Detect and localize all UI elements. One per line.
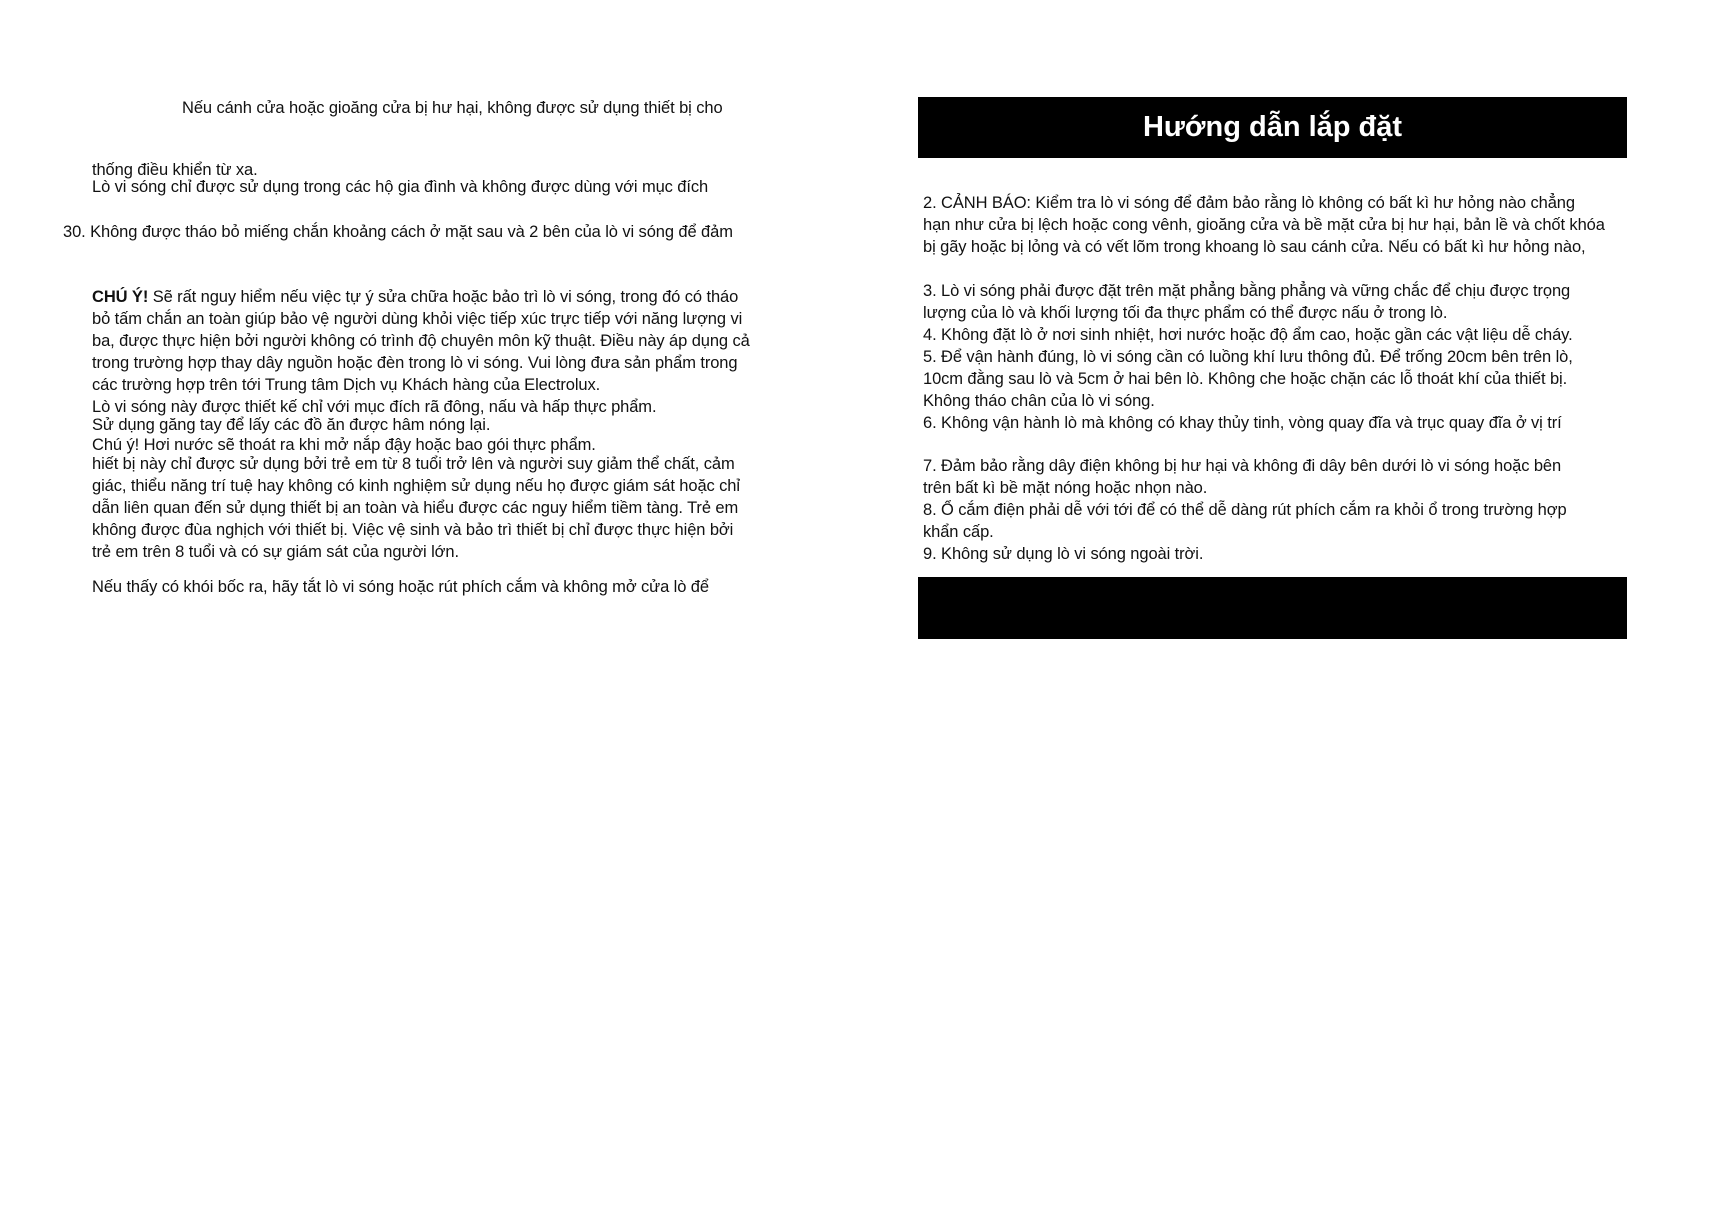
section-header-banner bbox=[918, 97, 1627, 158]
numbered-item-8: 8. Ổ cắm điện phải dễ với tới để có thể dễ dàng rút phích cắm ra khỏi ổ trong trường hợp bbox=[923, 501, 1567, 519]
text-line: Nếu thấy có khói bốc ra, hãy tắt lò vi sóng hoặc rút phích cắm và không mở cửa lò để bbox=[92, 578, 709, 596]
text-line: thống điều khiển từ xa. bbox=[92, 161, 258, 179]
text-line: trẻ em trên 8 tuổi và có sự giám sát của người lớn. bbox=[92, 543, 459, 561]
text-line: trong trường hợp thay dây nguồn hoặc đèn trong lò vi sóng. Vui lòng đưa sản phẩm trong bbox=[92, 354, 738, 372]
text-line: Sử dụng găng tay để lấy các đồ ăn được hâm nóng lại. bbox=[92, 416, 491, 434]
section-title: Hướng dẫn lắp đặt bbox=[1142, 111, 1403, 143]
footer-banner bbox=[918, 577, 1627, 639]
numbered-item-6: 6. Không vận hành lò mà không có khay thủy tinh, vòng quay đĩa và trục quay đĩa ở vị trí bbox=[923, 414, 1562, 432]
text-line: 10cm đằng sau lò và 5cm ở hai bên lò. Không che hoặc chặn các lỗ thoát khí của thiết bị. bbox=[923, 370, 1568, 388]
text-line: Nếu cánh cửa hoặc gioăng cửa bị hư hại, không được sử dụng thiết bị cho bbox=[182, 99, 723, 117]
warning-lead: CHÚ Ý! bbox=[92, 288, 149, 306]
text-line: bỏ tấm chắn an toàn giúp bảo vệ người dùng khỏi việc tiếp xúc trực tiếp với năng lượng vi bbox=[92, 310, 743, 328]
text-line: hiết bị này chỉ được sử dụng bởi trẻ em từ 8 tuổi trở lên và người suy giảm thể chất, cảm bbox=[92, 455, 735, 473]
text-line: lượng của lò và khối lượng tối đa thực phẩm có thể được nấu ở trong lò. bbox=[923, 304, 1448, 322]
text-line: trên bất kì bề mặt nóng hoặc nhọn nào. bbox=[923, 479, 1208, 497]
numbered-item-3: 3. Lò vi sóng phải được đặt trên mặt phẳng bằng phẳng và vững chắc để chịu được trọng bbox=[923, 282, 1571, 300]
numbered-item-2: 2. CẢNH BÁO: Kiểm tra lò vi sóng để đảm bảo rằng lò không có bất kì hư hỏng nào chẳng bbox=[923, 194, 1575, 212]
numbered-item-30: 30. Không được tháo bỏ miếng chắn khoảng cách ở mặt sau và 2 bên của lò vi sóng để đảm bbox=[63, 223, 733, 241]
numbered-item-7: 7. Đảm bảo rằng dây điện không bị hư hại và không đi dây bên dưới lò vi sóng hoặc bên bbox=[923, 457, 1562, 475]
numbered-item-5: 5. Để vận hành đúng, lò vi sóng cần có luồng khí lưu thông đủ. Để trống 20cm bên trên lò, bbox=[923, 348, 1573, 366]
numbered-item-9: 9. Không sử dụng lò vi sóng ngoài trời. bbox=[923, 545, 1204, 563]
warning-paragraph bbox=[92, 286, 738, 308]
text-line: không được đùa nghịch với thiết bị. Việc vệ sinh và bảo trì thiết bị chỉ được thực hiện bởi bbox=[92, 521, 734, 539]
text-line: hạn như cửa bị lệch hoặc cong vênh, gioăng cửa và bề mặt cửa bị hư hại, bản lề và chốt khóa bbox=[923, 216, 1605, 234]
text-line: ba, được thực hiện bởi người không có trình độ chuyên môn kỹ thuật. Điều này áp dụng cả bbox=[92, 332, 750, 350]
text-line: bị gãy hoặc bị lỏng và có vết lõm trong khoang lò sau cánh cửa. Nếu có bất kì hư hỏng nào, bbox=[923, 238, 1586, 256]
text-line: các trường hợp trên tới Trung tâm Dịch vụ Khách hàng của Electrolux. bbox=[92, 376, 601, 394]
numbered-item-4: 4. Không đặt lò ở nơi sinh nhiệt, hơi nước hoặc độ ẩm cao, hoặc gần các vật liệu dễ cháy. bbox=[923, 326, 1573, 344]
text-line: dẫn liên quan đến sử dụng thiết bị an toàn và hiểu được các nguy hiểm tiềm tàng. Trẻ em bbox=[92, 499, 739, 517]
text-line: Lò vi sóng này được thiết kế chỉ với mục đích rã đông, nấu và hấp thực phẩm. bbox=[92, 398, 657, 416]
text-line: khẩn cấp. bbox=[923, 523, 994, 541]
text-line: Không tháo chân của lò vi sóng. bbox=[923, 392, 1155, 410]
text-line: Chú ý! Hơi nước sẽ thoát ra khi mở nắp đậy hoặc bao gói thực phẩm. bbox=[92, 436, 596, 454]
text-line: giác, thiểu năng trí tuệ hay không có kinh nghiệm sử dụng nếu họ được giám sát hoặc chỉ bbox=[92, 477, 740, 495]
text-line: Lò vi sóng chỉ được sử dụng trong các hộ gia đình và không được dùng với mục đích bbox=[92, 178, 709, 196]
warning-text: Sẽ rất nguy hiểm nếu việc tự ý sửa chữa hoặc bảo trì lò vi sóng, trong đó có tháo bbox=[148, 288, 739, 306]
